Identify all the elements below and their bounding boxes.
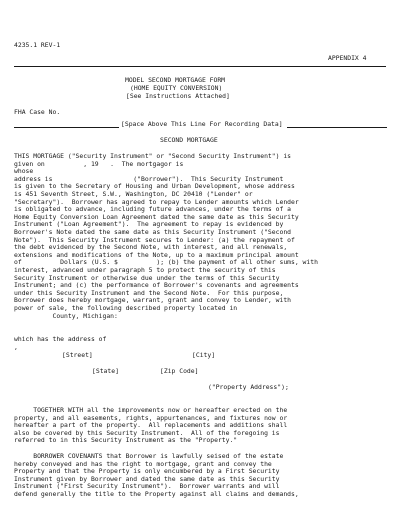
paragraph-line: BORROWER COVENANTS that Borrower is lawfully seised of the estate	[14, 452, 284, 460]
body-line: County, Michigan:	[14, 311, 118, 320]
body-line: Borrower's Note dated the same date as this Security Instrument ("Second	[14, 228, 292, 236]
paragraph-line: hereby conveyed and has the right to mortgage, grant and convey the	[14, 459, 272, 468]
paragraph-line: defend generally the title to the Property against all claims and demands,	[14, 490, 299, 498]
form-subtitle: (HOME EQUITY CONVERSION)	[130, 84, 223, 92]
body-line: THIS MORTGAGE ("Security Instrument" or "Second Security Instrument") is	[14, 152, 292, 160]
paragraph-line: also be covered by this Security Instrument. All of the foregoing is	[14, 428, 280, 437]
body-line: Home Equity Conversion Loan Agreement dated the same date as this Security	[14, 212, 299, 221]
form-title: MODEL SECOND MORTGAGE FORM	[125, 76, 226, 84]
body-line: the debt evidenced by the Second Note, with interest, and all renewals,	[14, 243, 288, 252]
body-line: under this Security Instrument and the Second Note. For this purpose,	[14, 288, 284, 297]
body-line: given on , 19 . The mortgagor is	[14, 159, 184, 168]
form-number: 4235.1 REV-1	[14, 41, 61, 49]
recording-space-label: [Space Above This Line For Recording Data]	[121, 120, 283, 128]
body-line: address is ("Borrower"). This Security Instrument	[14, 174, 284, 183]
body-line: Security Instrument or otherwise due under the terms of this Security	[14, 273, 280, 282]
street-field-label: [Street]	[62, 351, 93, 359]
paragraph-line: TOGETHER WITH all the improvements now or hereafter erected on the	[14, 406, 288, 414]
body-line: Instrument; and (c) the performance of Borrower's covenants and agreements	[14, 281, 299, 290]
body-line: is obligated to advance, including future advances, under the terms of a	[14, 205, 292, 214]
body-line: interest, advanced under paragraph 5 to protect the security of this	[14, 266, 276, 274]
section-heading: SECOND MORTGAGE	[160, 136, 218, 144]
property-address-label: ("Property Address");	[208, 383, 289, 391]
city-field-label: [City]	[192, 351, 216, 359]
body-line: of Dollars (U.S. $ ); (b) the payment of all other sums, with	[14, 258, 318, 267]
paragraph-line: Instrument ("First Security Instrument"). Borrower warrants and will	[14, 482, 280, 491]
state-field-label: [State]	[92, 367, 119, 375]
body-line: is given to the Secretary of Housing and Urban Development, whose address	[14, 182, 295, 191]
body-line: "Secretary"). Borrower has agreed to repay to Lender amounts which Lender	[14, 197, 299, 206]
paragraph-line: hereafter a part of the property. All replacements and additions shall	[14, 421, 288, 430]
recording-rule-right	[287, 127, 387, 128]
body-line: extensions and modifications of the Note, up to a maximum principal amount	[14, 250, 299, 259]
paragraph-line: Instrument given by Borrower and dated the same date as this Security	[14, 474, 280, 483]
body-line: whose	[14, 167, 34, 176]
body-line: Note"). This Security Instrument secures to Lender: (a) the repayment of	[14, 235, 295, 244]
paragraph-line: referred to in this Security Instrument as the "Property."	[14, 436, 238, 445]
zip-field-label: [Zip Code]	[160, 367, 199, 375]
body-line: power of sale, the following described property located in	[14, 304, 238, 312]
paragraph-line: property, and all easements, rights, appurtenances, and fixtures now or	[14, 413, 288, 422]
header-rule	[14, 66, 386, 67]
fha-case-label: FHA Case No.	[14, 108, 61, 116]
recording-rule-left	[14, 127, 119, 128]
address-comma: ,	[14, 343, 18, 351]
paragraph-line: Property and that the Property is only encumbered by a First Security	[14, 467, 280, 476]
appendix-label: APPENDIX 4	[328, 54, 367, 62]
address-intro: which has the address of	[14, 335, 107, 343]
body-line: Instrument ("Loan Agreement"). The agreement to repay is evidenced by	[14, 220, 284, 229]
body-line: Borrower does hereby mortgage, warrant, grant and convey to Lender, with	[14, 296, 292, 305]
form-instructions: [See Instructions Attached]	[126, 92, 230, 100]
body-line: is 451 Seventh Street, S.W., Washington, DC 20410 ("Lender" or	[14, 190, 253, 198]
